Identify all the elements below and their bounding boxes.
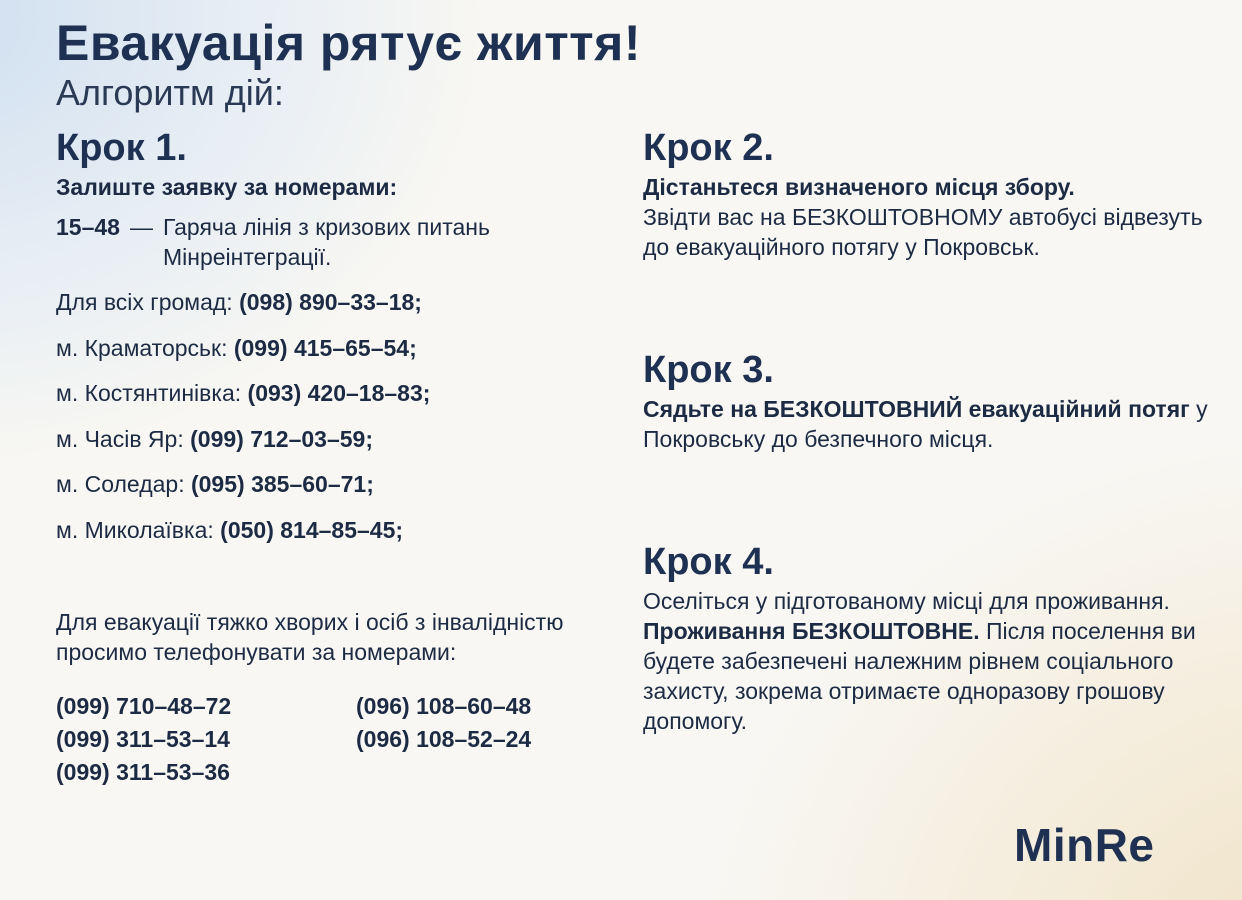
phone-row-chasiv-yar bbox=[56, 417, 616, 463]
phone-number[interactable]: (050) 814–85–45; bbox=[220, 516, 404, 543]
step-4-bold-text: Проживання БЕЗКОШТОВНЕ. bbox=[643, 618, 980, 644]
sick-phone-number[interactable]: (099) 311–53–36 bbox=[56, 759, 230, 785]
step-4-text-part-2: Після поселення ви будете забезпечені належним рівнем соціального захисту, зокрема отримаєте одноразову грошову допомогу. bbox=[643, 618, 1196, 734]
hotline-description: Гаряча лінія з кризових питань Мінреінтеграції. bbox=[162, 214, 490, 270]
phone-row-mykolaivka bbox=[56, 508, 616, 554]
step-3-section bbox=[643, 348, 1213, 454]
sick-phone-number[interactable]: (099) 311–53–14 bbox=[56, 726, 230, 752]
phone-number[interactable]: (093) 420–18–83; bbox=[247, 380, 431, 406]
sick-phone-number[interactable]: (096) 108–60–48 bbox=[356, 693, 532, 719]
step-2-lead: Дістаньтеся визначеного місця збору. bbox=[643, 174, 1075, 200]
minre-logo: MinRe bbox=[1014, 819, 1155, 871]
step-1-lead: Залиште заявку за номерами: bbox=[56, 174, 398, 200]
step-3-heading: Крок 3. bbox=[643, 349, 774, 391]
step-3-plain-text: у Покровську до безпечного місця. bbox=[643, 396, 1208, 452]
page-subtitle: Алгоритм дій: bbox=[56, 72, 284, 113]
phone-row-kostiantynivka bbox=[56, 371, 616, 417]
phone-label: Для всіх громад: bbox=[56, 289, 240, 315]
step-2-text: Звідти вас на БЕЗКОШТОВНОМУ автобусі відвезуть до евакуаційного потягу у Покровськ. bbox=[643, 204, 1203, 260]
step-4-section bbox=[643, 540, 1213, 736]
sick-evacuation-text: Для евакуації тяжко хворих і осіб з інвалідністю просимо телефонувати за номерами: bbox=[56, 609, 564, 665]
sick-phone-number[interactable]: (099) 710–48–72 bbox=[56, 693, 232, 719]
hotline bbox=[56, 212, 616, 272]
phone-row-kramatorsk bbox=[56, 326, 616, 372]
sick-phone-number[interactable]: (096) 108–52–24 bbox=[356, 726, 532, 752]
phone-number[interactable]: (099) 712–03–59; bbox=[190, 425, 373, 452]
step-1-heading: Крок 1. bbox=[56, 127, 187, 169]
phone-number[interactable]: (098) 890–33–18; bbox=[239, 289, 422, 315]
hotline-dash: — bbox=[129, 214, 153, 240]
phone-list bbox=[56, 280, 616, 553]
phone-label: м. Краматорськ: bbox=[56, 334, 234, 361]
step-2-heading: Крок 2. bbox=[643, 127, 774, 169]
step-4-text-part-1: Оселіться у підготованому місці для проживання. bbox=[643, 588, 1170, 614]
phone-label: м. Костянтинівка: bbox=[56, 380, 248, 406]
phone-row-all-communities bbox=[56, 280, 616, 326]
phone-label: м. Миколаївка: bbox=[56, 516, 221, 543]
phone-row-soledar bbox=[56, 462, 616, 508]
step-3-text bbox=[643, 394, 1213, 454]
phone-label: м. Часів Яр: bbox=[56, 425, 191, 452]
page-title: Евакуація рятує життя! bbox=[56, 15, 641, 71]
hotline-number[interactable]: 15–48 bbox=[56, 214, 120, 240]
step-2-section bbox=[643, 126, 1213, 262]
step-4-heading: Крок 4. bbox=[643, 541, 774, 583]
step-1-section bbox=[56, 126, 616, 789]
step-3-bold-text: Сядьте на БЕЗКОШТОВНИЙ евакуаційний потяг bbox=[643, 396, 1190, 422]
phone-number[interactable]: (095) 385–60–71; bbox=[190, 471, 374, 497]
sick-phone-grid bbox=[56, 690, 616, 789]
step-4-text bbox=[643, 586, 1213, 736]
phone-label: м. Соледар: bbox=[56, 471, 191, 497]
phone-number[interactable]: (099) 415–65–54; bbox=[233, 334, 417, 361]
